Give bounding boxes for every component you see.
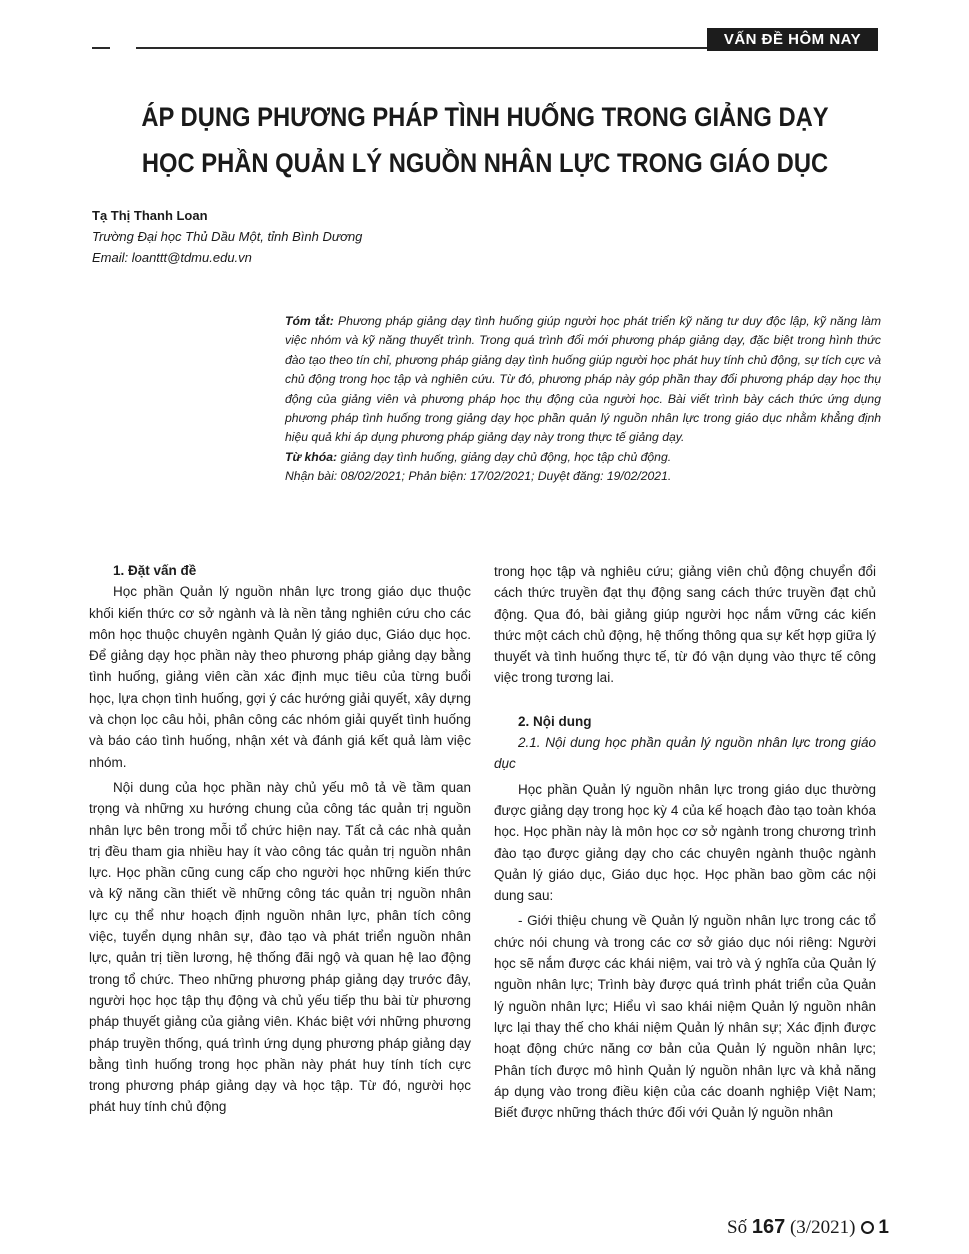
author-name: Tạ Thị Thanh Loan [92,208,208,223]
page-footer [727,1216,889,1239]
section-2-paragraph-2: - Giới thiệu chung về Quản lý nguồn nhân lực trong các tổ chức nói chung và trong các cơ sở giáo dục nói riêng: Người học sẽ nắm được các khái niệm, vai trò và ý nghĩa của Quản lý nguồn nhân lực; Trình bày được quá trình phát triển của Quản lý nguồn nhân lực; Hiểu vì sao khái niệm Quản lý nguồn nhân lực lại thay thế cho khái niệm Quản lý nhân sự; Xác định được hoạt động chức năng cơ bản của Quản lý nguồn nhân lực; Phân tích được mô hình Quản lý nguồn nhân lực và khả năng áp dụng vào trong điều kiện của các doanh nghiệp Việt Nam; Biết được những thách thức đối với Quản lý nguồn nhân [494,913,876,1121]
section-2-1-heading: 2.1. Nội dung học phần quản lý nguồn nhân lực trong giáo dục [494,735,876,772]
footer-page-number: 1 [878,1217,889,1238]
section-1-heading: 1. Đặt vấn đề [113,563,197,578]
right-column [494,561,876,1123]
abstract-label: Tóm tắt: [285,314,334,328]
dates-line: Nhận bài: 08/02/2021; Phản biện: 17/02/2021; Duyệt đăng: 19/02/2021. [285,469,672,484]
author-email: Email: loanttt@tdmu.edu.vn [92,250,252,265]
title-line-2: HỌC PHẦN QUẢN LÝ NGUỒN NHÂN LỰC TRONG GIÁO DỤC [141,148,829,178]
section-1-paragraph-2: Nội dung của học phần này chủ yếu mô tả về tầm quan trọng và những xu hướng chung của công tác quản trị nguồn nhân lực bên trong mỗi tổ chức hiện nay. Tất cả các nhà quản trị đều tham gia nhiều hay ít vào công tác quản trị nguồn nhân lực. Học phần cũng cung cấp cho người học những kiến thức và kỹ năng cần thiết về những công tác quản trị nguồn nhân lực cụ thể như hoạch định nguồn nhân lực, phân tích công việc, tuyển dụng nhân sự, đào tạo và phát triển nguồn nhân lực, quản trị tiền lương, hệ thống đãi ngộ và quan hệ lao động trong tổ chức. Theo những phương pháp giảng dạy trước đây, người học học tập thụ động và chủ yếu tiếp thu bài từ phương pháp thuyết giảng của giảng viên. Khác biệt với những phương pháp truyền thống, quá trình ứng dụng phương pháp giảng dạy bằng tình huống trong học phần này phát huy tính tích cực trong phương pháp giảng dạy và học tập. Từ đó, người học phát huy tính chủ động [89,779,471,1115]
section-2-paragraph-1: Học phần Quản lý nguồn nhân lực trong giáo dục thường được giảng dạy trong học kỳ 4 của kế hoạch đào tạo toàn khóa học. Học phần này là môn học cơ sở ngành trong chương trình đào tạo được giảng dạy cho các chuyên ngành thuộc ngành Quản lý giáo dục, Giáo dục học. Học phần bao gồm các nội dung sau: [494,781,876,904]
section-tag: VẤN ĐỀ HÔM NAY [707,28,878,51]
section-1-paragraph-1: Học phần Quản lý nguồn nhân lực trong giáo dục thuộc khối kiến thức cơ sở ngành và là nền tảng nghiên cứu cho các môn học thuộc chuyên ngành Quản lý giáo dục, Giáo dục học. Để giảng dạy học phần này theo phương pháp giảng dạy bằng tình huống, giảng viên cần xác định mục tiêu của từng buổi học, lựa chọn tình huống, gợi ý các hướng giải quyết, xây dựng và chọn lọc câu hỏi, phân công các nhóm giải quyết tình huống và báo cáo tình huống, nhận xét và đánh giá kết quả làm việc nhóm. [89,584,471,770]
keywords-label: Từ khóa: [285,449,338,464]
footer-so: Số [727,1217,748,1238]
title-line-1: ÁP DỤNG PHƯƠNG PHÁP TÌNH HUỐNG TRONG GIẢNG DẠY [141,102,829,132]
footer-circle-icon [861,1221,874,1234]
footer-issue-number: 167 [751,1216,786,1238]
left-column [89,560,471,1118]
keywords-line [285,448,881,467]
footer-issue-date: (3/2021) [789,1217,856,1238]
author-affiliation: Trường Đại học Thủ Dầu Một, tỉnh Bình Dương [92,229,363,244]
article-title [111,94,859,186]
section-2-heading: 2. Nội dung [518,713,592,729]
abstract-paragraph [285,312,881,448]
abstract-text: Phương pháp giảng dạy tình huống giúp người học phát triển kỹ năng tư duy độc lập, kỹ năng làm việc nhóm và kỹ năng thuyết trình. Trong quá trình đổi mới phương pháp giảng dạy, đặc biệt trong hình thức đào tạo theo tín chỉ, phương pháp giảng dạy tình huống giúp người học phát huy tính chủ động, sự tích cực và chủ động trong học tập và nghiên cứu. Từ đó, phương pháp này góp phần thay đổi phương pháp dạy học thụ động của giảng viên và phương pháp học thụ động của người học. Bài viết trình bày cách thức ứng dụng phương pháp tình huống trong giảng dạy học phần quản lý nguồn nhân lực trong giáo dục nhằm khẳng định hiệu quả khi áp dụng phương pháp giảng dạy này trong thực tế giảng dạy. [285,314,881,445]
header-rule-gap [110,45,136,51]
keywords-text: giảng dạy tình huống, giảng dạy chủ động, học tập chủ động. [340,449,672,464]
abstract-block [285,312,881,487]
section-1-continuation: trong học tập và nghiêu cứu; giảng viên chủ động chuyển đổi cách thức truyền đạt thụ động sang cách thức truyền đạt chủ động. Qua đó, bài giảng giúp người học nắm vững các kiến thức một cách chủ động, hệ thống thông qua sự kết hợp giữa lý thuyết và tình huống thực tế, từ đó vận dụng vào thực tế công việc trong tương lai. [494,564,876,686]
header-rule [92,47,707,49]
